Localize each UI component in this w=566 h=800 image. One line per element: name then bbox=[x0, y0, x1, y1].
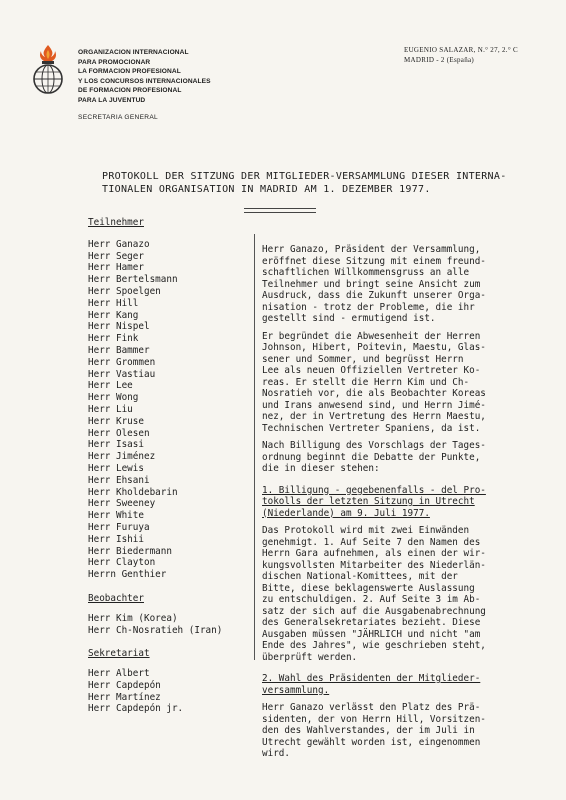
participant-name: Herr Sweeney bbox=[88, 498, 156, 510]
participant-name: Herr Ishii bbox=[88, 533, 144, 545]
agenda-item-heading bbox=[262, 673, 552, 696]
text-line: Ausdruck, dass die Zukunft unserer Orga- bbox=[262, 290, 486, 301]
text-line: überprüft werden. bbox=[262, 651, 358, 663]
secretariat-name: Herr Albert bbox=[88, 668, 150, 680]
participant-name: Herr Kruse bbox=[88, 415, 144, 427]
paragraph bbox=[262, 702, 552, 760]
text-line: 1. Billigung - gegebenenfalls - del Pro- bbox=[262, 484, 486, 496]
participant-name: Herr Kholdebarin bbox=[88, 486, 178, 498]
text-line: eröffnet diese Sitzung mit einem freund- bbox=[262, 255, 486, 267]
text-line: versammlung. bbox=[262, 684, 330, 696]
text-line: Herrn Gara aufnehmen, als einen der wir- bbox=[262, 548, 486, 559]
text-line: reas. Er stellt die Herrn Kim und Ch- bbox=[262, 376, 470, 388]
paragraph bbox=[262, 244, 552, 325]
participant-name: Herr Bammer bbox=[88, 344, 150, 356]
title-divider bbox=[244, 208, 316, 213]
text-line: tokolls der letzten Sitzung in Utrecht bbox=[262, 496, 475, 507]
org-line: LA FORMACION PROFESIONAL bbox=[78, 68, 181, 76]
participant-name: Herr Ehsani bbox=[88, 474, 150, 486]
text-line: Ende des Jahres", wie geschrieben steht, bbox=[262, 640, 486, 651]
text-line: sener und Sommer, und begrüsst Herrn bbox=[262, 353, 464, 365]
text-line: Herr Ganazo, Präsident der Versammlung, bbox=[262, 244, 481, 255]
title-line: PROTOKOLL DER SITZUNG DER MITGLIEDER-VERSAMMLUNG DIESER INTERNA- bbox=[102, 171, 507, 182]
text-line: Bitte, diese beklagenswerte Auslassung bbox=[262, 582, 475, 594]
observers-heading: Beobachter bbox=[88, 592, 144, 604]
text-line: Utrecht gewählt worden ist, eingenommen bbox=[262, 736, 481, 748]
text-line: gestellt sind - ermutigend ist. bbox=[262, 313, 436, 324]
participant-name: Herr Liu bbox=[88, 403, 133, 415]
address-line: MADRID - 2 (España) bbox=[404, 56, 475, 64]
minutes-body bbox=[262, 244, 552, 766]
participant-name: Herr Hamer bbox=[88, 262, 144, 274]
org-line: DE FORMACION PROFESIONAL bbox=[78, 87, 182, 95]
column-divider bbox=[254, 234, 255, 660]
text-line: und Irans anwesend sind, und Herrn Jimé- bbox=[262, 399, 486, 411]
organization-name bbox=[78, 48, 211, 106]
address-line: EUGENIO SALAZAR, N.° 27, 2.° C bbox=[404, 46, 518, 54]
paragraph bbox=[262, 525, 552, 663]
text-line: Johnson, Hibert, Poitevin, Maestu, Glas- bbox=[262, 342, 486, 353]
text-line: den des Wahlverstandes, der im Juli in bbox=[262, 725, 475, 736]
participant-name: Herr Hill bbox=[88, 297, 139, 309]
text-line: wird. bbox=[262, 748, 290, 759]
org-line: PARA PROMOCIONAR bbox=[78, 58, 151, 66]
participant-name: Herr Spoelgen bbox=[88, 285, 161, 297]
participant-name: Herr Furuya bbox=[88, 521, 150, 533]
text-line: dischen National-Komittees, mit der bbox=[262, 571, 458, 582]
text-line: Teilnehmer und bringt seine Ansicht zum bbox=[262, 278, 481, 290]
participant-name: Herr Olesen bbox=[88, 427, 150, 439]
agenda-item-heading bbox=[262, 485, 552, 520]
text-line: des Generalsekretariates bezieht. Diese bbox=[262, 617, 481, 628]
paragraph bbox=[262, 331, 552, 435]
participant-name: Herr Jiménez bbox=[88, 451, 156, 463]
participant-name: Herrn Genthier bbox=[88, 569, 167, 581]
text-line: Herr Ganazo verlässt den Platz des Prä- bbox=[262, 702, 481, 713]
text-line: Nach Billigung des Vorschlags der Tages- bbox=[262, 440, 486, 451]
participant-name: Herr Lewis bbox=[88, 462, 144, 474]
participant-name: Herr Bertelsmann bbox=[88, 274, 178, 286]
organization-logo bbox=[28, 42, 68, 98]
text-line: Nosratieh vor, die als Beobachter Koreas bbox=[262, 388, 486, 399]
participant-name: Herr White bbox=[88, 510, 144, 522]
participant-name: Herr Grommen bbox=[88, 356, 156, 368]
secretariat-name: Herr Capdepón jr. bbox=[88, 703, 184, 715]
org-line: Y LOS CONCURSOS INTERNACIONALES bbox=[78, 77, 211, 85]
participant-name: Herr Fink bbox=[88, 333, 139, 345]
participant-name: Herr Lee bbox=[88, 380, 133, 392]
observer-name: Herr Ch-Nosratieh (Iran) bbox=[88, 624, 223, 636]
text-line: (Niederlande) am 9. Juli 1977. bbox=[262, 507, 430, 519]
org-line: PARA LA JUVENTUD bbox=[78, 96, 146, 104]
text-line: schaftlichen Willkommensgruss an alle bbox=[262, 267, 470, 278]
participant-name: Herr Kang bbox=[88, 309, 139, 321]
observer-name: Herr Kim (Korea) bbox=[88, 612, 178, 624]
title-line: TIONALEN ORGANISATION IN MADRID AM 1. DEZEMBER 1977. bbox=[102, 184, 431, 195]
document-title bbox=[102, 170, 507, 196]
text-line: nisation - trotz der Probleme, die ihr bbox=[262, 301, 475, 313]
participant-name: Herr Clayton bbox=[88, 557, 156, 569]
participant-name: Herr Vastiau bbox=[88, 368, 156, 380]
address-block bbox=[404, 45, 518, 65]
participant-name: Herr Ganazo bbox=[88, 238, 150, 250]
secretariat-name: Herr Capdepón bbox=[88, 679, 161, 691]
participant-name: Herr Nispel bbox=[88, 321, 150, 333]
text-line: sidenten, der von Herrn Hill, Vorsitzen- bbox=[262, 713, 486, 725]
secretariat-heading: Sekretariat bbox=[88, 648, 150, 660]
org-line: ORGANIZACION INTERNACIONAL bbox=[78, 49, 189, 56]
text-line: Ausgaben müssen "JÄHRLICH und nicht "am bbox=[262, 628, 481, 640]
text-line: Lee als neuen Offiziellen Vertreter Ko- bbox=[262, 365, 481, 376]
text-line: zu entschuldigen. 2. Auf Seite 3 im Ab- bbox=[262, 594, 481, 605]
paragraph bbox=[262, 440, 552, 475]
text-line: 2. Wahl des Präsidenten der Mitglieder- bbox=[262, 673, 481, 684]
text-line: die in dieser stehen: bbox=[262, 463, 380, 474]
text-line: nez, der in Vertretung des Herrn Maestu, bbox=[262, 411, 486, 422]
text-line: Technischen Vertreter Spaniens, da ist. bbox=[262, 422, 481, 434]
secretariat-name: Herr Martínez bbox=[88, 691, 161, 703]
text-line: Das Protokoll wird mit zwei Einwänden bbox=[262, 525, 470, 536]
participants-heading: Teilnehmer bbox=[88, 217, 144, 228]
participant-name: Herr Wong bbox=[88, 392, 139, 404]
text-line: Er begründet die Abwesenheit der Herren bbox=[262, 330, 481, 342]
text-line: ordnung beginnt die Debatte der Punkte, bbox=[262, 451, 481, 463]
text-line: kungsvollsten Mitarbeiter des Niederlän- bbox=[262, 559, 486, 571]
participant-name: Herr Isasi bbox=[88, 439, 144, 451]
participant-name: Herr Seger bbox=[88, 250, 144, 262]
participant-name: Herr Biedermann bbox=[88, 545, 172, 557]
secretariat-label: SECRETARIA GENERAL bbox=[78, 114, 159, 121]
text-line: genehmigt. 1. Auf Seite 7 den Namen des bbox=[262, 536, 481, 548]
text-line: satz der sich auf die Ausgabenabrechnung bbox=[262, 605, 486, 617]
attendee-column bbox=[88, 217, 222, 715]
